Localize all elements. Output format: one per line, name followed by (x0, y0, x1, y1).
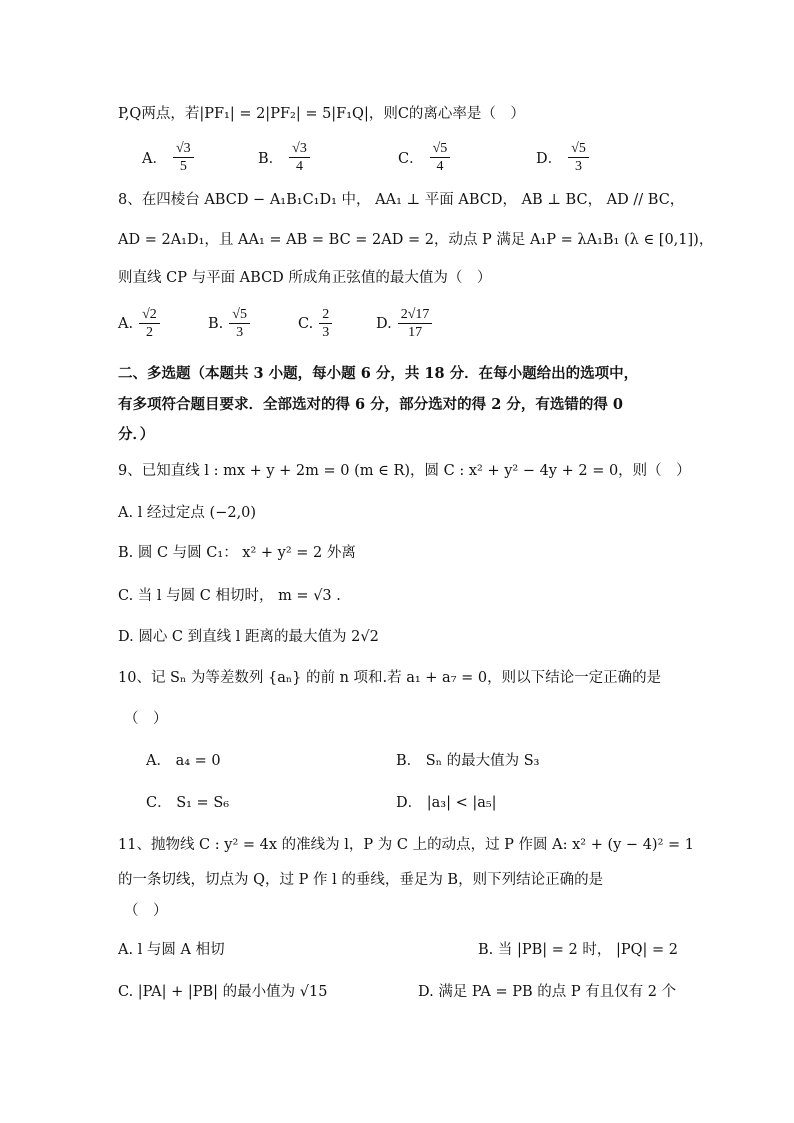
q7-option-b: B． $\frac{√3}{4}$ (258, 140, 310, 175)
q8-line-3: 则直线 CP 与平面 ABCD 所成角正弦值的最大值为（ ） (118, 270, 492, 286)
q7-stem: P,Q两点，若|PF₁| = 2|PF₂| = 5|F₁Q|，则C的离心率是（ ） (118, 106, 525, 122)
q11-option-a: A. l 与圆 A 相切 (118, 942, 225, 958)
q11-option-c: C. |PA| + |PB| 的最小值为 √15 (118, 984, 328, 1000)
q11-option-d: D. 满足 PA = PB 的点 P 有且仅有 2 个 (418, 984, 677, 1000)
q8-option-b: B. $\frac{√5}{3}$ (208, 306, 250, 341)
section-heading-line-2: 有多项符合题目要求．全部选对的得 6 分，部分选对的得 2 分，有选错的得 0 (118, 396, 624, 413)
q9-option-b: B. 圆 C 与圆 C₁： x² + y² = 2 外离 (118, 545, 356, 561)
section-heading-line-1: 二、多选题（本题共 3 小题，每小题 6 分，共 18 分．在每小题给出的选项中， (118, 365, 639, 382)
q8-option-d: D. $\frac{2√17}{17}$ (376, 306, 432, 341)
q11-paren: （ ） (124, 903, 168, 919)
q8-option-a: A. $\frac{√2}{2}$ (118, 306, 160, 341)
q7-option-c: C． $\frac{√5}{4}$ (398, 140, 450, 175)
q9-option-d: D. 圆心 C 到直线 l 距离的最大值为 2√2 (118, 629, 379, 645)
q7-option-d: D． $\frac{√5}{3}$ (536, 140, 589, 175)
q8-line-1: 8、在四棱台 ABCD − A₁B₁C₁D₁ 中， AA₁ ⊥ 平面 ABCD， AB ⊥ BC， AD // BC， (118, 192, 685, 208)
section-heading-line-3: 分．） (118, 426, 155, 443)
q11-stem-line-1: 11、抛物线 C : y² = 4x 的准线为 l，P 为 C 上的动点，过 P 作圆 A: x² + (y − 4)² = 1 (118, 837, 694, 853)
q9-stem: 9、已知直线 l : mx + y + 2m = 0 (m ∈ R)，圆 C : x² + y² − 4y + 2 = 0，则（ ） (118, 463, 691, 479)
q11-option-b: B. 当 |PB| = 2 时， |PQ| = 2 (478, 942, 678, 958)
q9-option-c: C. 当 l 与圆 C 相切时， m = √3 . (118, 588, 341, 604)
q10-stem: 10、记 Sₙ 为等差数列 {aₙ} 的前 n 项和.若 a₁ + a₇ = 0，则以下结论一定正确的是 (118, 670, 662, 686)
q10-option-c: C． S₁ = S₆ (146, 795, 230, 811)
q10-option-a: A． a₄ = 0 (146, 753, 221, 769)
q8-line-2: AD = 2A₁D₁，且 AA₁ = AB = BC = 2AD = 2，动点 P 满足 A₁P = λA₁B₁ (λ ∈ [0,1])， (118, 232, 714, 248)
q8-option-c: C. $\frac{2}{3}$ (298, 306, 332, 341)
q10-option-d: D． |a₃| < |a₅| (396, 795, 497, 811)
q9-option-a: A. l 经过定点 (−2,0) (118, 505, 257, 521)
q7-option-a: A． $\frac{√3}{5}$ (142, 140, 194, 175)
q11-stem-line-2: 的一条切线，切点为 Q，过 P 作 l 的垂线，垂足为 B，则下列结论正确的是 (118, 872, 604, 888)
q10-option-b: B． Sₙ 的最大值为 S₃ (396, 753, 540, 769)
q10-paren: （ ） (124, 711, 168, 727)
